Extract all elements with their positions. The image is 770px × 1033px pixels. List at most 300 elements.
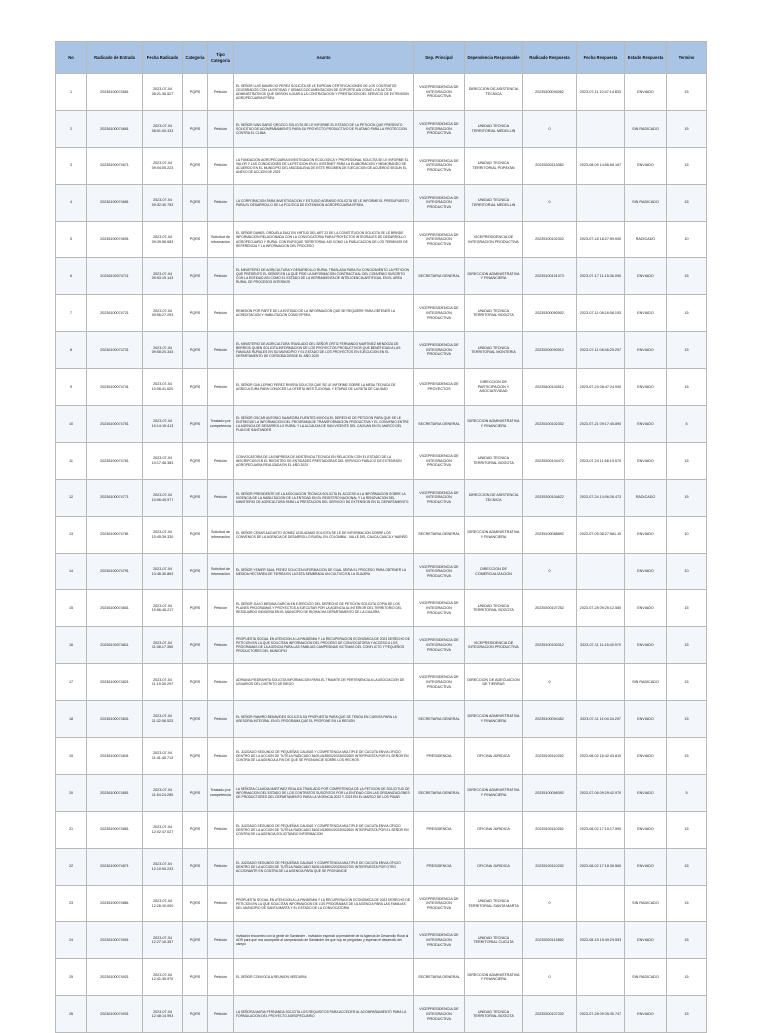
cell-categoria: PQRS bbox=[183, 627, 208, 664]
cell-termino: 15 bbox=[667, 110, 707, 147]
cell-tipo: Petición bbox=[208, 74, 234, 111]
cell-asunto: EL SEÑOR JULIO MEDINA GARCIA EN EJERCICIO DEL DERECHO DE PETICION SOLICITA COPIA DE LOS PLANES PROGRAMAS Y PROYECTOS A EJECUTAR POR LA AGENCIA AL INTERIOR DEL TERRITORIO DEL RESGUARDO INDIGENA EN EL MUNICIPIO DE RIOHACHA DEPARTAMENTO DE LA GUAJIRA bbox=[234, 590, 414, 627]
cell-fecha: 2023-07-04 09:53:19.143 bbox=[143, 258, 183, 295]
cell-termino: 15 bbox=[667, 258, 707, 295]
table-row[interactable] bbox=[56, 110, 707, 147]
cell-asunto: EL SEÑOR PRESIDENTE DE LA ASOCIACION TECNICA SOLICITA EL ACCESO A LA INFORMACION SOBRE LA VIGENCIA DE LA HABILITACION DE LA ENTIDAD EN EL REGISTRO NACIONAL Y LA RENOVACION DEL MINISTERIO DE AGRICULTURA PARA LA PRESTACION DEL SERVICIO DE EXTENSION EN EL DEPARTAMENTO bbox=[234, 479, 414, 516]
table-row[interactable] bbox=[56, 774, 707, 811]
cell-no: 24 bbox=[56, 922, 87, 959]
cell-dependencia: UNIDAD TECNICA TERRITORIAL MEDELLIN bbox=[465, 184, 523, 221]
table-row[interactable] bbox=[56, 996, 707, 1033]
cell-no: 10 bbox=[56, 406, 87, 443]
cell-categoria: PQRS bbox=[183, 74, 208, 111]
cell-fecha: 2023-07-04 12:48:14.993 bbox=[143, 996, 183, 1033]
cell-fecha: 2023-07-04 09:56:27.293 bbox=[143, 295, 183, 332]
col-header-tipo[interactable]: Tipo Categoria bbox=[208, 42, 234, 74]
cell-categoria: PQRS bbox=[183, 295, 208, 332]
cell-dep-principal: VICEPRESIDENCIA DE INTEGRACION PRODUCTIVA bbox=[414, 147, 465, 184]
cell-categoria: PQRS bbox=[183, 516, 208, 553]
cell-radicado: 20236100074921 bbox=[87, 959, 143, 996]
col-header-categoria[interactable]: Categoria bbox=[183, 42, 208, 74]
table-row[interactable] bbox=[56, 221, 707, 258]
cell-estado: SIN RADICADO bbox=[625, 959, 667, 996]
cell-asunto: EL SEÑOR IVAN DARIO OROZCO SOLICITA SE LE INFORME EL ESTADO DE LA PETICION QUE PRESENTO SOLICITUD DE ACOMPAÑAMIENTO PARA SU PROYECTO PRODUCTIVO DE PLATANO PARA LA PROTECCION CONTRA EL CLIMA bbox=[234, 110, 414, 147]
table-row[interactable] bbox=[56, 369, 707, 406]
cell-fecha: 2023-07-04 10:46:30.863 bbox=[143, 553, 183, 590]
cell-tipo: Petición bbox=[208, 369, 234, 406]
col-header-asunto[interactable]: Asunto bbox=[234, 42, 414, 74]
cell-fecha-respuesta bbox=[577, 959, 625, 996]
cell-no: 6 bbox=[56, 258, 87, 295]
cell-tipo: Petición bbox=[208, 738, 234, 775]
cell-dependencia: DIRECCION ADMINISTRATIVA Y FINANCIERA bbox=[465, 516, 523, 553]
cell-fecha-respuesta: 2023-07-11 10:47:14.833 bbox=[577, 74, 625, 111]
cell-asunto: EL SEÑOR LUIS MAURICIO PEREZ SOLICITA SE LE EXPIDAN CERTIFICACIONES DE LOS CONTRATOS CELEBRADOS CON LA ENTIDAD Y DEMAS DOCUMENTACION DE SOPORTE ASI COMO LOS ACTOS ADMINISTRATIVOS QUE DIERON LUGAR A LA CONTRATACION Y PRESTACION DEL SERVICIO DE EXTENSION AGROPECUARIA EPSEA bbox=[234, 74, 414, 111]
cell-dep-principal: SECRETARIA GENERAL bbox=[414, 701, 465, 738]
cell-fecha: 2023-07-04 12:10:50.233 bbox=[143, 848, 183, 885]
cell-termino: 15 bbox=[667, 664, 707, 701]
cell-tipo: Traslado por competencia bbox=[208, 774, 234, 811]
cell-estado: ENVIADO bbox=[625, 922, 667, 959]
table-row[interactable] bbox=[56, 295, 707, 332]
cell-categoria: PQRS bbox=[183, 479, 208, 516]
cell-radicado: 20236100074851 bbox=[87, 774, 143, 811]
cell-fecha-respuesta: 2023-07-11 08:46:25.257 bbox=[577, 332, 625, 369]
cell-no: 3 bbox=[56, 147, 87, 184]
cell-no: 4 bbox=[56, 184, 87, 221]
cell-tipo: Petición bbox=[208, 147, 234, 184]
cell-no: 26 bbox=[56, 996, 87, 1033]
cell-fecha: 2023-07-04 10:17:46.383 bbox=[143, 442, 183, 479]
cell-termino: 5 bbox=[667, 406, 707, 443]
cell-fecha-respuesta: 2023-07-11 08:16:08.193 bbox=[577, 295, 625, 332]
cell-fecha: 2023-07-04 12:41:35.970 bbox=[143, 959, 183, 996]
cell-radicado-respuesta: 20235100101073 bbox=[523, 258, 577, 295]
table-row[interactable] bbox=[56, 922, 707, 959]
cell-dep-principal: VICEPRESIDENCIA DE INTEGRACION PRODUCTIVA bbox=[414, 996, 465, 1033]
cell-radicado-respuesta: 20235100098392 bbox=[523, 774, 577, 811]
cell-categoria: PQRS bbox=[183, 110, 208, 147]
cell-dep-principal: VICEPRESIDENCIA DE INTEGRACION PRODUCTIVA bbox=[414, 590, 465, 627]
cell-no: 25 bbox=[56, 959, 87, 996]
cell-termino: 10 bbox=[667, 221, 707, 258]
cell-termino: 15 bbox=[667, 848, 707, 885]
cell-radicado: 20236100074691 bbox=[87, 221, 143, 258]
cell-radicado: 20236100074771 bbox=[87, 479, 143, 516]
table-row[interactable] bbox=[56, 406, 707, 443]
cell-categoria: PQRS bbox=[183, 553, 208, 590]
cell-radicado-respuesta: 20235300113852 bbox=[523, 922, 577, 959]
cell-tipo: Petición bbox=[208, 258, 234, 295]
cell-dependencia: VICEPRESIDENCIA DE INTEGRACION PRODUCTIVA bbox=[465, 627, 523, 664]
cell-estado: ENVIADO bbox=[625, 332, 667, 369]
cell-termino: 15 bbox=[667, 738, 707, 775]
cell-no: 12 bbox=[56, 479, 87, 516]
cell-no: 9 bbox=[56, 369, 87, 406]
cell-no: 21 bbox=[56, 811, 87, 848]
cell-radicado-respuesta: 20235100102302 bbox=[523, 221, 577, 258]
cell-tipo: Petición bbox=[208, 184, 234, 221]
cell-fecha-respuesta: 2023-07-11 11:15:40.970 bbox=[577, 627, 625, 664]
cell-radicado-respuesta: 20235100102302 bbox=[523, 406, 577, 443]
cell-radicado-respuesta: 0 bbox=[523, 184, 577, 221]
cell-dep-principal: SECRETARIA GENERAL bbox=[414, 516, 465, 553]
cell-dep-principal: VICEPRESIDENCIA DE INTEGRACION PRODUCTIVA bbox=[414, 110, 465, 147]
cell-no: 22 bbox=[56, 848, 87, 885]
cell-fecha: 2023-07-04 12:27:10.357 bbox=[143, 922, 183, 959]
cell-estado: SIN RADICADO bbox=[625, 184, 667, 221]
cell-radicado-respuesta: 20235100088892 bbox=[523, 516, 577, 553]
cell-fecha: 2023-07-04 09:04:05.223 bbox=[143, 147, 183, 184]
cell-estado: SIN RADICADO bbox=[625, 664, 667, 701]
cell-dep-principal: VICEPRESIDENCIA DE INTEGRACION PRODUCTIVA bbox=[414, 627, 465, 664]
cell-fecha-respuesta: 2023-07-28 09:25:12.550 bbox=[577, 590, 625, 627]
cell-tipo: Traslado por competencia bbox=[208, 406, 234, 443]
cell-estado: ENVIADO bbox=[625, 147, 667, 184]
cell-dependencia: DIRECCION ADMINISTRATIVA Y FINANCIERA bbox=[465, 701, 523, 738]
col-header-fecha[interactable]: Fecha Radicado bbox=[143, 42, 183, 74]
cell-fecha: 2023-07-04 10:06:49.977 bbox=[143, 479, 183, 516]
cell-dependencia: DIRECCION DE ASISTENCIA TECNICA bbox=[465, 479, 523, 516]
cell-radicado: 20236100074741 bbox=[87, 369, 143, 406]
cell-asunto: PROPUESTA SOCIAL EN ATENCION A LA PANDEMIA Y LA RECUPERACION ECONOMICA DE 2023 DERECHO DE PETICION EN LA QUE SOLICITAN INFORMACION DE LOS PROGRAMAS DE LA AGENCIA PARA LAS FAMILIAS DEL MUNICIPIO DE SANTA MARTA Y EL ESTADO DE LA CONVOCATORIA bbox=[234, 885, 414, 922]
cell-dep-principal: SECRETARIA GENERAL bbox=[414, 258, 465, 295]
cell-tipo: Petición bbox=[208, 996, 234, 1033]
cell-dep-principal: PRESIDENCIA bbox=[414, 848, 465, 885]
table-row[interactable] bbox=[56, 184, 707, 221]
cell-fecha: 2023-07-04 11:32:08.523 bbox=[143, 701, 183, 738]
cell-dependencia: UNIDAD TECNICA TERRITORIAL BOGOTA bbox=[465, 295, 523, 332]
pqrs-report-sheet bbox=[55, 41, 706, 1033]
cell-estado: RADICADO bbox=[625, 479, 667, 516]
table-row[interactable] bbox=[56, 332, 707, 369]
cell-radicado-respuesta: 0 bbox=[523, 553, 577, 590]
cell-termino: 10 bbox=[667, 553, 707, 590]
table-row[interactable] bbox=[56, 553, 707, 590]
cell-tipo: Petición bbox=[208, 701, 234, 738]
cell-asunto: LA SEÑORA CLAUDIA MARTINEZ REALIZA TRASLADO POR COMPETENCIA DE LA PETICION DE SOLICITUD DE INFORMACION DEL ESTADO DE LOS CONTRATOS SUSCRITOS POR LA ENTIDAD CON LAS ORGANIZACIONES DE PRODUCTORES DEL DEPARTAMENTO PARA LA VIGENCIA 2022 Y 2023 EN EL MARCO DE LOS PIDAR bbox=[234, 774, 414, 811]
cell-no: 18 bbox=[56, 701, 87, 738]
col-header-radicado[interactable]: Radicado de Entrada bbox=[87, 42, 143, 74]
cell-no: 8 bbox=[56, 332, 87, 369]
cell-radicado: 20236100074661 bbox=[87, 110, 143, 147]
cell-fecha-respuesta bbox=[577, 885, 625, 922]
cell-termino: 15 bbox=[667, 74, 707, 111]
cell-termino: 15 bbox=[667, 627, 707, 664]
cell-fecha-respuesta: 2023-08-02 17:18:36.560 bbox=[577, 848, 625, 885]
cell-asunto: REMISION POR PARTE DE LA ENTIDAD DE LA INFORMACION QUE SE REQUIERE PARA OBTENER LA ACREDITACION Y HABILITACION COMO EPSEA bbox=[234, 295, 414, 332]
cell-termino: 15 bbox=[667, 996, 707, 1033]
col-header-termino[interactable]: Termino bbox=[667, 42, 707, 74]
cell-asunto: EL MINISTERIO DE AGRICULTURA TRASLADO DEL SEÑOR ORTIZ FERNANDO MARTINEZ MENDOZA DE BERRIOS QUIEN SOLICITA INFORMACION DE LOS PROYECTOS PRODUCTIVOS QUE BENEFICIAN A LAS FAMILIAS RURALES EN SU MUNICIPIO Y EL ESTADO DE LOS PROYECTOS EN EJECUCION EN EL DEPARTAMENTO DE CORDOBA DESDE EL AÑO 2020 bbox=[234, 332, 414, 369]
cell-dependencia: UNIDAD TECNICA TERRITORIAL BOGOTA bbox=[465, 590, 523, 627]
cell-no: 2 bbox=[56, 110, 87, 147]
cell-radicado: 20236100074711 bbox=[87, 258, 143, 295]
cell-termino: 15 bbox=[667, 442, 707, 479]
cell-dependencia: DIRECCION DE ASISTENCIA TECNICA bbox=[465, 74, 523, 111]
cell-termino: 5 bbox=[667, 774, 707, 811]
cell-dep-principal: VICEPRESIDENCIA DE INTEGRACION PRODUCTIVA bbox=[414, 479, 465, 516]
cell-no: 20 bbox=[56, 774, 87, 811]
cell-dep-principal: PRESIDENCIA bbox=[414, 738, 465, 775]
cell-categoria: PQRS bbox=[183, 184, 208, 221]
cell-radicado: 20236100074761 bbox=[87, 442, 143, 479]
cell-radicado: 20236100074661 bbox=[87, 74, 143, 111]
table-row[interactable] bbox=[56, 848, 707, 885]
cell-dependencia: DIRECCION DE COMERCIALIZACION bbox=[465, 553, 523, 590]
cell-no: 15 bbox=[56, 590, 87, 627]
cell-categoria: PQRS bbox=[183, 369, 208, 406]
cell-radicado-respuesta: 20235300104472 bbox=[523, 442, 577, 479]
col-header-dependencia[interactable]: Dependencia Responsable bbox=[465, 42, 523, 74]
cell-tipo: Solicitud de información bbox=[208, 516, 234, 553]
cell-tipo: Petición bbox=[208, 922, 234, 959]
cell-categoria: PQRS bbox=[183, 442, 208, 479]
cell-asunto: LA CORPORACION PARA INVESTIGACION Y ESTUDIO AGRARIO SOLICITA SE LE INFORME EL PRESUPUESTO PARA EL DESARROLLO DE LA POLITICA DE EXTENSION AGROPECUARIA EPSEA bbox=[234, 184, 414, 221]
cell-asunto: EL SEÑOR DANIEL ORDUELA DIAZ EN VIRTUD DEL ART 23 DE LA CONSTITUCION SOLICITA SE LE BRINDE INFORMACION RELACIONADA CON LA CONVOCATORIA PARA PROYECTOS INTEGRALES DE DESARROLLO AGROPECUARIO Y RURAL CON ENFOQUE TERRITORIAL ASI COMO LA PUBLICACION DE LOS TERMINOS DE REFERENCIA Y LA INFORMACION DEL PROCESO bbox=[234, 221, 414, 258]
cell-radicado: 20236100074801 bbox=[87, 590, 143, 627]
cell-radicado: 20236100074811 bbox=[87, 627, 143, 664]
cell-dep-principal: VICEPRESIDENCIA DE INTEGRACION PRODUCTIVA bbox=[414, 885, 465, 922]
cell-estado: SIN RADICADO bbox=[625, 110, 667, 147]
cell-asunto: PROPUESTA SOCIAL EN ATENCION A LA PANDEMIA Y LA RECUPERACION ECONOMICA DE 2023 DERECHO DE PETICION EN LA QUE SOLICITAN INFORMACION DEL PROCESO DE CONVOCATORIA Y ACCESO A LOS PROGRAMAS DE LA AGENCIA PARA LAS FAMILIAS CAMPESINAS VICTIMAS DEL CONFLICTO Y PEQUEÑOS PRODUCTORES DEL MUNICIPIO bbox=[234, 627, 414, 664]
table-row[interactable] bbox=[56, 959, 707, 996]
cell-asunto: EL SEÑOR GUILLERMO PEREZ RIVERA SOLICITA QUE SE LE INFORME SOBRE LA MESA TECNICA DE AGRICULTURA PARA CONOCER LA OFERTA INSTITUCIONAL Y ETAPAS DE LA RUTA DE CALIDAD bbox=[234, 369, 414, 406]
table-body bbox=[56, 74, 707, 1033]
cell-asunto: EL JUZGADO SEGUNDO DE PEQUEÑAS CAUSAS Y COMPETENCIA MULTIPLE DE CUCUTA ENVIA OFICIO DENTRO DE LA ACCION DE TUTELA RADICADO 54001418900220230022600 INTERPUESTA POR EL SEÑOR EN CONTRA DE LA AGENCIA SOLICITANDO INFORMACION bbox=[234, 811, 414, 848]
cell-no: 19 bbox=[56, 738, 87, 775]
cell-asunto: EL MINISTERIO DE AGRICULTURA Y DESARROLLO RURAL TRASLADA PARA SU CONOCIMIENTO LA PETICION QUE PRESENTO EL SEÑOR EN LA QUE PIDE LA INFORMACION CONTRACTUAL DEL CONVENIO SUSCRITO CON LA ENTIDAD ASI COMO EL ESTADO DE LA HERRAMIENTA DE INTELIGENCIA ARTIFICIAL EN EL AREA RURAL DE PROCESOS INTERNOS bbox=[234, 258, 414, 295]
col-header-no[interactable]: No bbox=[56, 42, 87, 74]
cell-termino: 15 bbox=[667, 479, 707, 516]
cell-radicado-respuesta: 20235300107252 bbox=[523, 590, 577, 627]
cell-fecha-respuesta: 2023-07-21 09:17:45.890 bbox=[577, 406, 625, 443]
cell-dependencia: UNIDAD TECNICA TERRITORIAL BOGOTA bbox=[465, 442, 523, 479]
cell-radicado: 20236100074871 bbox=[87, 848, 143, 885]
cell-termino: 15 bbox=[667, 332, 707, 369]
cell-categoria: PQRS bbox=[183, 147, 208, 184]
cell-dependencia: OFICINA JURIDICA bbox=[465, 811, 523, 848]
cell-dependencia: UNIDAD TECNICA TERRITORIAL MEDELLIN bbox=[465, 110, 523, 147]
table-row[interactable] bbox=[56, 74, 707, 111]
cell-estado: ENVIADO bbox=[625, 442, 667, 479]
cell-categoria: PQRS bbox=[183, 996, 208, 1033]
cell-no: 5 bbox=[56, 221, 87, 258]
cell-estado: RADICADO bbox=[625, 221, 667, 258]
cell-categoria: PQRS bbox=[183, 774, 208, 811]
cell-tipo: Petición bbox=[208, 110, 234, 147]
cell-dep-principal: SECRETARIA GENERAL bbox=[414, 406, 465, 443]
cell-dep-principal: VICEPRESIDENCIA DE INTEGRACION PRODUCTIVA bbox=[414, 221, 465, 258]
cell-dependencia: DIRECCION DE PARTICIPACION Y ASOCIATIVIDAD bbox=[465, 369, 523, 406]
cell-termino: 15 bbox=[667, 295, 707, 332]
cell-radicado-respuesta: 0 bbox=[523, 959, 577, 996]
cell-no: 14 bbox=[56, 553, 87, 590]
cell-dep-principal: VICEPRESIDENCIA DE PROYECTOS bbox=[414, 369, 465, 406]
cell-termino: 15 bbox=[667, 959, 707, 996]
cell-radicado-respuesta: 0 bbox=[523, 110, 577, 147]
cell-tipo: Petición bbox=[208, 885, 234, 922]
col-header-fecha-respuesta[interactable]: Fecha Respuesta bbox=[577, 42, 625, 74]
cell-asunto: Invitación encuentro con la gente de Santander - Invitación especial al presidente de la Agencia de Desarrollo Rural al ADR para que nos acompañe al campesinado de Santander los que hoy se preguntan y esperan el desarrollo del campo bbox=[234, 922, 414, 959]
cell-radicado-respuesta: 0 bbox=[523, 885, 577, 922]
cell-asunto: EL SEÑOR RAMIRO BENAVIDES SOLICITA SU PROPUESTA PARA QUE SE TENGA EN CUENTA PARA LA ASESORIA INTEGRAL EN EL PROGRAMA QUE EL PROPONE EN LA REGION bbox=[234, 701, 414, 738]
cell-fecha-respuesta: 2023-07-06 09:29:42.970 bbox=[577, 774, 625, 811]
cell-categoria: PQRS bbox=[183, 848, 208, 885]
cell-categoria: PQRS bbox=[183, 258, 208, 295]
cell-fecha: 2023-07-04 11:54:24.280 bbox=[143, 774, 183, 811]
cell-asunto: CONVOCATORIA DE LA EMPRESA DE ASISTENCIA TECNICA EN RELACION CON EL ESTADO DE LA INSCRIPCION EN EL REGISTRO DE ENTIDADES PRESTADORAS DEL SERVICIO PUBLICO DE EXTENSION AGROPECUARIA REALIZADA EN EL AÑO 2023 bbox=[234, 442, 414, 479]
cell-fecha: 2023-07-04 12:02:47.027 bbox=[143, 811, 183, 848]
cell-no: 17 bbox=[56, 664, 87, 701]
col-header-dep-principal[interactable]: Dep. Principal bbox=[414, 42, 465, 74]
cell-fecha-respuesta bbox=[577, 664, 625, 701]
cell-termino: 15 bbox=[667, 369, 707, 406]
table-row[interactable] bbox=[56, 885, 707, 922]
table-row[interactable] bbox=[56, 147, 707, 184]
cell-dep-principal: PRESIDENCIA bbox=[414, 811, 465, 848]
cell-radicado: 20236100074751 bbox=[87, 406, 143, 443]
cell-asunto: EL JUZGADO SEGUNDO DE PEQUEÑAS CAUSAS Y COMPETENCIA MULTIPLE DE CUCUTA ENVIA OFICIO DENTRO DE LA ACCION DE TUTELA RADICADO 54001418900220230022600 INTERPUESTA POR EL SEÑOR EN CONTRA DE LA AGENCIA A FIN DE QUE SE PRONUNCIE SOBRE LOS HECHOS bbox=[234, 738, 414, 775]
cell-radicado: 20236100074931 bbox=[87, 996, 143, 1033]
cell-termino: 10 bbox=[667, 516, 707, 553]
table-row[interactable] bbox=[56, 664, 707, 701]
cell-radicado: 20236100074841 bbox=[87, 738, 143, 775]
cell-no: 13 bbox=[56, 516, 87, 553]
cell-estado: ENVIADO bbox=[625, 738, 667, 775]
table-row[interactable] bbox=[56, 442, 707, 479]
cell-radicado-respuesta: 20235400104512 bbox=[523, 369, 577, 406]
table-row[interactable] bbox=[56, 258, 707, 295]
cell-dep-principal: VICEPRESIDENCIA DE INTEGRACION PRODUCTIVA bbox=[414, 332, 465, 369]
cell-fecha: 2023-07-04 10:45:39.330 bbox=[143, 516, 183, 553]
cell-fecha: 2023-07-04 08:51:00.333 bbox=[143, 110, 183, 147]
cell-no: 7 bbox=[56, 295, 87, 332]
cell-estado: SIN RADICADO bbox=[625, 885, 667, 922]
cell-dependencia: DIRECCION ADMINISTRATIVA Y FINANCIERA bbox=[465, 959, 523, 996]
cell-radicado-respuesta: 0 bbox=[523, 664, 577, 701]
table-header-row bbox=[56, 42, 707, 74]
cell-radicado-respuesta: 20235100110252 bbox=[523, 738, 577, 775]
pqrs-table bbox=[55, 41, 707, 1033]
cell-fecha-respuesta: 2023-08-09 14:56:08.167 bbox=[577, 147, 625, 184]
col-header-radicado-respuesta[interactable]: Radicado Respuesta bbox=[523, 42, 577, 74]
cell-termino: 15 bbox=[667, 922, 707, 959]
cell-asunto: EL SEÑOR CONVOCA A REUNION VEEDURIA bbox=[234, 959, 414, 996]
cell-radicado: 20236100074831 bbox=[87, 701, 143, 738]
cell-radicado-respuesta: 20235300090502 bbox=[523, 295, 577, 332]
cell-fecha-respuesta: 2023-07-28 09:35:30.747 bbox=[577, 996, 625, 1033]
cell-dependencia: UNIDAD TECNICA TERRITORIAL CUCUTA bbox=[465, 922, 523, 959]
cell-termino: 15 bbox=[667, 701, 707, 738]
cell-dependencia: UNIDAD TECNICA TERRITORIAL BOGOTA bbox=[465, 996, 523, 1033]
cell-radicado: 20236100074861 bbox=[87, 811, 143, 848]
cell-no: 23 bbox=[56, 885, 87, 922]
cell-fecha-respuesta: 2023-07-24 14:06:26.473 bbox=[577, 479, 625, 516]
table-row[interactable] bbox=[56, 738, 707, 775]
cell-fecha-respuesta: 2023-08-15 15:49:29.553 bbox=[577, 922, 625, 959]
cell-fecha: 2023-07-04 10:06:41.620 bbox=[143, 369, 183, 406]
cell-estado: ENVIADO bbox=[625, 553, 667, 590]
table-row[interactable] bbox=[56, 479, 707, 516]
cell-fecha: 2023-07-04 12:26:10.000 bbox=[143, 885, 183, 922]
cell-asunto: EL JUZGADO SEGUNDO DE PEQUEÑAS CAUSAS Y COMPETENCIA MULTIPLE DE CUCUTA ENVIA OFICIO DENTRO DE LA ACCION DE TUTELA RADICADO 54001418900220230022700 INTERPUESTA POR OTRO ACCIONANTE EN CONTRA DE LA AGENCIA PARA QUE SE PRONUNCIE bbox=[234, 848, 414, 885]
cell-fecha-respuesta bbox=[577, 553, 625, 590]
cell-tipo: Petición bbox=[208, 332, 234, 369]
cell-dependencia: DIRECCION ADMINISTRATIVA Y FINANCIERA bbox=[465, 774, 523, 811]
cell-radicado: 20236100074721 bbox=[87, 295, 143, 332]
cell-radicado-respuesta: 20235300107202 bbox=[523, 996, 577, 1033]
cell-tipo: Solicitud de información bbox=[208, 221, 234, 258]
cell-radicado-respuesta: 20235300113082 bbox=[523, 147, 577, 184]
cell-asunto: EL SEÑOR YENIER SAUL PEREZ SOLICITA INFORMACION DE CUAL SERIA EL PROCESO PARA OBTENER LA MEDIDA HECTAREA DE TIERRA EN LA ESTA SEMBRADA UN CULTIVO EN LA GUAJIRA bbox=[234, 553, 414, 590]
cell-no: 16 bbox=[56, 627, 87, 664]
cell-dep-principal: VICEPRESIDENCIA DE INTEGRACION PRODUCTIVA bbox=[414, 184, 465, 221]
cell-dep-principal: VICEPRESIDENCIA DE INTEGRACION PRODUCTIVA bbox=[414, 664, 465, 701]
table-row[interactable] bbox=[56, 701, 707, 738]
cell-dependencia: VICEPRESIDENCIA DE INTEGRACION PRODUCTIVA bbox=[465, 221, 523, 258]
cell-dep-principal: SECRETARIA GENERAL bbox=[414, 774, 465, 811]
cell-fecha-respuesta: 2023-07-24 11:56:19.570 bbox=[577, 442, 625, 479]
table-row[interactable] bbox=[56, 811, 707, 848]
cell-radicado: 20236100074901 bbox=[87, 922, 143, 959]
cell-fecha-respuesta: 2023-07-17 11:15:36.090 bbox=[577, 258, 625, 295]
cell-fecha: 2023-07-04 11:41:45.713 bbox=[143, 738, 183, 775]
table-row[interactable] bbox=[56, 516, 707, 553]
cell-dep-principal: VICEPRESIDENCIA DE INTEGRACION PRODUCTIVA bbox=[414, 295, 465, 332]
cell-tipo: Petición bbox=[208, 848, 234, 885]
cell-radicado: 20236100074781 bbox=[87, 516, 143, 553]
cell-categoria: PQRS bbox=[183, 959, 208, 996]
cell-termino: 15 bbox=[667, 590, 707, 627]
cell-dependencia: DIRECCION ADMINISTRATIVA Y FINANCIERA bbox=[465, 258, 523, 295]
cell-estado: ENVIADO bbox=[625, 627, 667, 664]
cell-fecha: 2023-07-04 09:58:20.343 bbox=[143, 332, 183, 369]
cell-asunto: EL SEÑOR OSCAR ANTONIO SAAVEDRA FUENTES INVOCA EL DERECHO DE PETICION PARA QUE SE LE ENTREGUE LA INFORMACION DEL PROGRAMA DE TRANSFORMACION PRODUCTIVA Y EL CONVENIO ENTRE LA AGENCIA DE DESARROLLO RURAL Y LA ALCALDIA DE SAN VICENTE DEL CAGUAN EN EL MARCO DEL PLAN DE SANTANDER bbox=[234, 406, 414, 443]
cell-tipo: Petición bbox=[208, 627, 234, 664]
cell-fecha: 2023-07-04 08:21:36.527 bbox=[143, 74, 183, 111]
cell-tipo: Petición bbox=[208, 479, 234, 516]
cell-dep-principal: VICEPRESIDENCIA DE INTEGRACION PRODUCTIVA bbox=[414, 442, 465, 479]
cell-radicado-respuesta: 20235100110292 bbox=[523, 848, 577, 885]
cell-fecha: 2023-07-04 09:39:56.083 bbox=[143, 221, 183, 258]
cell-estado: ENVIADO bbox=[625, 774, 667, 811]
cell-tipo: Petición bbox=[208, 442, 234, 479]
cell-fecha-respuesta: 2023-08-02 17:10:17.590 bbox=[577, 811, 625, 848]
cell-tipo: Petición bbox=[208, 664, 234, 701]
cell-estado: ENVIADO bbox=[625, 996, 667, 1033]
cell-dep-principal: VICEPRESIDENCIA DE INTEGRACION PRODUCTIVA bbox=[414, 553, 465, 590]
cell-dependencia: OFICINA JURIDICA bbox=[465, 738, 523, 775]
cell-categoria: PQRS bbox=[183, 811, 208, 848]
cell-dep-principal: VICEPRESIDENCIA DE INTEGRACION PRODUCTIVA bbox=[414, 74, 465, 111]
cell-no: 11 bbox=[56, 442, 87, 479]
table-row[interactable] bbox=[56, 627, 707, 664]
col-header-estado[interactable]: Estado Respuesta bbox=[625, 42, 667, 74]
cell-radicado-respuesta: 20235100094452 bbox=[523, 701, 577, 738]
cell-categoria: PQRS bbox=[183, 885, 208, 922]
cell-categoria: PQRS bbox=[183, 701, 208, 738]
table-row[interactable] bbox=[56, 590, 707, 627]
cell-radicado-respuesta: 20235300090512 bbox=[523, 332, 577, 369]
cell-estado: ENVIADO bbox=[625, 258, 667, 295]
cell-termino: 15 bbox=[667, 147, 707, 184]
cell-categoria: PQRS bbox=[183, 406, 208, 443]
cell-estado: ENVIADO bbox=[625, 295, 667, 332]
cell-asunto: EL SEÑOR CESAR AUGUSTO GOMEZ LEGUIZAMO SOLICITA SE LE DE INFORMACION SOBRE LOS CONVENIOS DE LA AGENCIA DE DESARROLLO RURAL EN COLOMBIA - VALLE DEL CAUCA CAUCA Y NARIÑO bbox=[234, 516, 414, 553]
cell-fecha: 2023-07-04 10:56:48.217 bbox=[143, 590, 183, 627]
cell-radicado: 20236100074671 bbox=[87, 147, 143, 184]
